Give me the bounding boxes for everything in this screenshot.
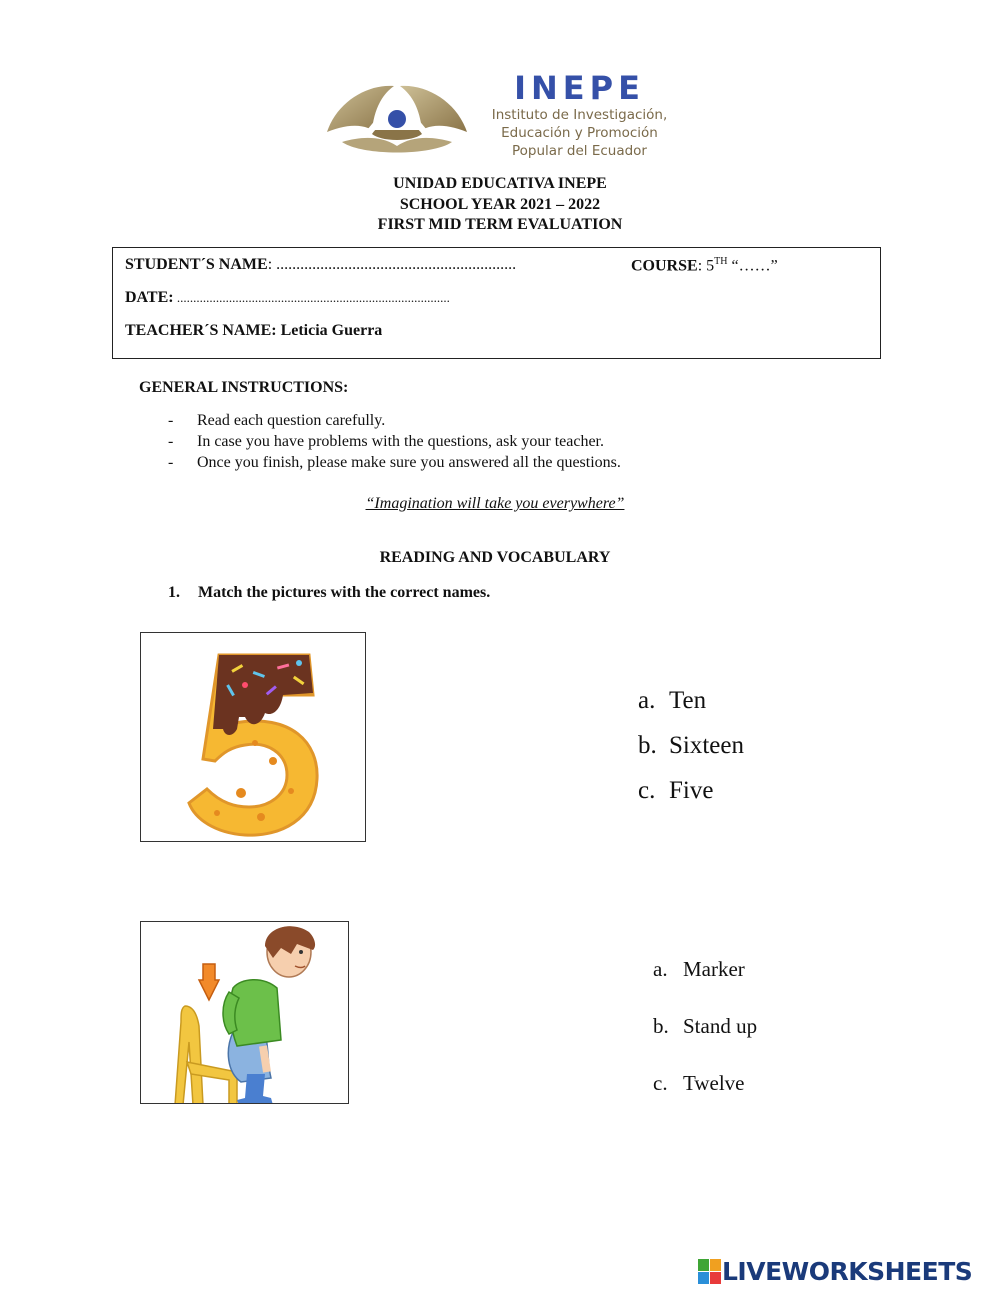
option-five[interactable]: c. Five bbox=[638, 777, 714, 804]
question-1 bbox=[168, 584, 490, 602]
logo-name: INEPE bbox=[514, 69, 645, 107]
motivational-quote: “Imagination will take you everywhere” bbox=[365, 495, 625, 512]
logo-line-3: Popular del Ecuador bbox=[512, 143, 647, 159]
course-row[interactable] bbox=[631, 256, 778, 275]
section-title: READING AND VOCABULARY bbox=[379, 549, 611, 566]
option-stand-up[interactable]: b. Stand up bbox=[653, 1014, 758, 1038]
picture-number-five bbox=[140, 632, 366, 842]
course-label: COURSE bbox=[631, 257, 698, 275]
number-five-illustration-icon bbox=[141, 633, 366, 842]
logo-line-1: Instituto de Investigación, bbox=[491, 107, 668, 123]
option-sixteen[interactable]: b. Sixteen bbox=[638, 732, 744, 759]
question-number: 1. bbox=[168, 584, 180, 601]
liveworksheets-brand: LIVEWORKSHEETS bbox=[722, 1257, 973, 1286]
course-superscript: TH bbox=[714, 256, 728, 267]
option-twelve[interactable]: c. Twelve bbox=[653, 1071, 745, 1095]
instructions-title: GENERAL INSTRUCTIONS: bbox=[139, 379, 349, 396]
instruction-item: - Read each question carefully. bbox=[168, 412, 386, 429]
school-name: UNIDAD EDUCATIVA INEPE bbox=[393, 175, 607, 192]
logo-line-2: Educación y Promoción bbox=[501, 125, 658, 141]
logo-text-block bbox=[477, 70, 682, 160]
liveworksheets-logo bbox=[698, 1257, 972, 1285]
date-label: DATE: bbox=[125, 289, 174, 306]
student-name-label: STUDENT´S NAME bbox=[125, 256, 268, 273]
question-text: Match the pictures with the correct names. bbox=[198, 584, 491, 601]
boy-standing-up-illustration-icon bbox=[141, 922, 349, 1104]
student-name-row[interactable] bbox=[125, 256, 516, 274]
student-name-field[interactable]: : ............................................................ bbox=[267, 256, 517, 273]
school-logo bbox=[322, 70, 682, 162]
course-prefix: : 5 bbox=[697, 257, 715, 275]
teacher-name: TEACHER´S NAME: Leticia Guerra bbox=[125, 322, 383, 339]
date-field[interactable]: .................................................................................... bbox=[173, 290, 450, 305]
course-field[interactable]: “……” bbox=[727, 257, 778, 275]
instruction-item: - Once you finish, please make sure you answered all the questions. bbox=[168, 454, 621, 471]
picture-stand-up bbox=[140, 921, 349, 1104]
inepe-hands-logo-icon bbox=[322, 72, 472, 162]
date-row[interactable] bbox=[125, 289, 450, 307]
evaluation-title: FIRST MID TERM EVALUATION bbox=[377, 216, 623, 233]
liveworksheets-blocks-icon bbox=[698, 1259, 722, 1285]
instruction-item: - In case you have problems with the questions, ask your teacher. bbox=[168, 433, 604, 450]
option-ten[interactable]: a. Ten bbox=[638, 687, 707, 714]
school-year: SCHOOL YEAR 2021 – 2022 bbox=[399, 196, 601, 213]
option-marker[interactable]: a. Marker bbox=[653, 957, 745, 981]
